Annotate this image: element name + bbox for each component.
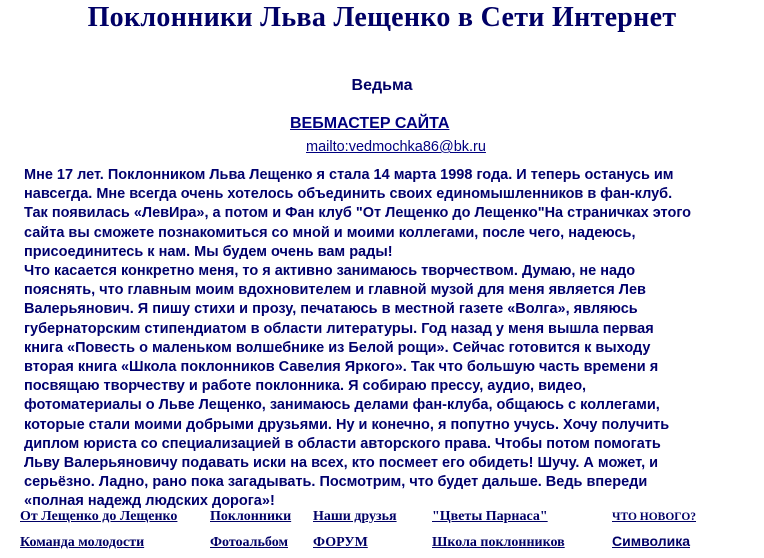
nav-link-fans[interactable]: Поклонники <box>210 509 292 524</box>
nav-link-from-leshchenko[interactable]: От Лещенко до Лещенко <box>20 509 178 524</box>
nav-link-parnassus[interactable]: "Цветы Парнаса" <box>432 509 548 524</box>
nav-link-friends[interactable]: Наши друзья <box>313 509 397 524</box>
webmaster-link[interactable]: ВЕБМАСТЕР САЙТА <box>290 115 450 132</box>
nav-link-whats-new[interactable]: ЧТО НОВОГО? <box>612 511 697 523</box>
author-name: Ведьма <box>351 77 413 94</box>
nav-link-youth-team[interactable]: Команда молодости <box>20 535 145 550</box>
bio-text: Мне 17 лет. Поклонником Льва Лещенко я стала 14 марта 1998 года. И теперь останусь им навсегда. Мне всегда очень хотелось объединить своих единомышленников в фан-клуб. Так появилась «ЛевИра», а потом и Фан клуб "От Лещенко до Лещенко"На страничках этого сайта вы сможете познакомиться со мной и моими коллегами, после чего, надеюсь, присоединитесь к нам. Мы будем очень вам рады! Что касается конкретно меня, то я активно занимаюсь творчеством. Думаю, не надо пояснять, что главным моим вдохновителем и главной музой для меня является Лев Валерьянович. Я пишу стихи и прозу, печатаюсь в местной газете «Волга», являюсь губернаторским стипендиатом в области литературы. Год назад у меня вышла первая книга «Повесть о маленьком волшебнике из Белой рощи». Сейчас готовится к выходу вторая книга «Школа поклонников Савелия Яркого». Так что большую часть времени я посвящаю творчеству и работе поклонника. Я собираю прессу, аудио, видео, фотоматериалы о Льве Лещенко, занимаюсь делами фан-клуба, общаюсь с коллегами, которые стали моими добрыми друзьями. Ну и конечно, я попутно учусь. Хочу получить диплом юриста со специализацией в области авторского права. Чтобы потом помогать Льву Валерьяновичу подавать иски на всех, кто посмеет его обидеть! Шучу. А может, и серьёзно. Ладно, рано пока загадывать. Посмотрим, что будет дальше. Ведь впереди «полная надежд людских дорога»! <box>24 167 692 510</box>
email-link[interactable]: mailto:vedmochka86@bk.ru <box>306 139 486 155</box>
nav-link-photo-album[interactable]: Фотоальбом <box>210 535 288 550</box>
nav-link-symbols[interactable]: Символика <box>612 533 690 549</box>
nav-link-forum[interactable]: ФОРУМ <box>313 535 368 550</box>
nav-link-fan-school[interactable]: Школа поклонников <box>432 535 565 550</box>
page-title: Поклонники Льва Лещенко в Сети Интернет <box>87 2 677 33</box>
